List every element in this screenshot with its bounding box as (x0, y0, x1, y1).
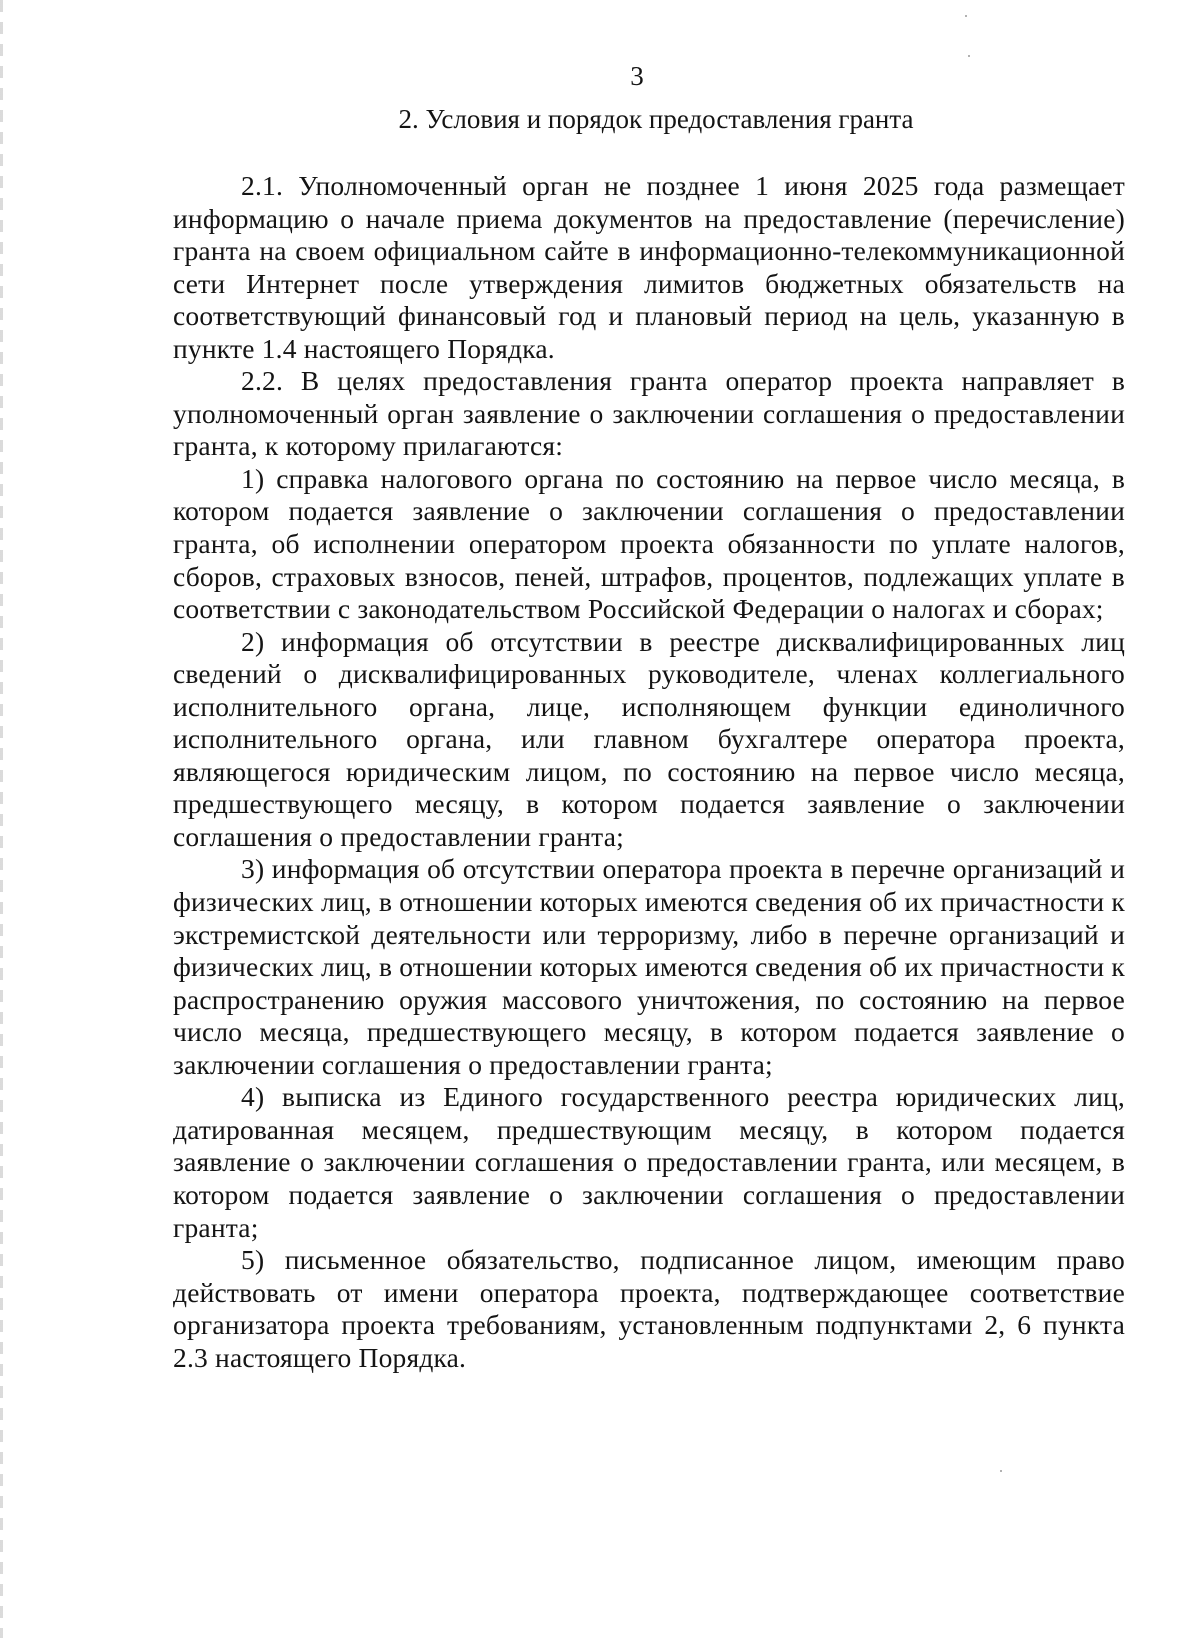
list-item-1: 1) справка налогового органа по состоянию на первое число месяца, в котором подается заявление о заключении соглашения о предоставлении гранта, об исполнении оператором проекта обязанности по уплате налогов, сборов, страховых взносов, пеней, штрафов, процентов, подлежащих уплате в соответствии с законодательством Российской Федерации о налогах и сборах; (173, 462, 1125, 625)
paragraph-2-2: 2.2. В целях предоставления гранта оператор проекта направляет в уполномоченный орган заявление о заключении соглашения о предоставлении гранта, к которому прилагаются: (173, 365, 1125, 462)
scan-speck (1000, 1470, 1002, 1472)
list-item-3: 3) информация об отсутствии оператора проекта в перечне организаций и физических лиц, в отношении которых имеются сведения об их причастности к экстремистской деятельности или терроризму, либо в перечне организаций и физических лиц, в отношении которых имеются сведения об их причастности к распространению оружия массового уничтожения, по состоянию на первое число месяца, предшествующего месяцу, в котором подается заявление о заключении соглашения о предоставлении гранта; (173, 853, 1125, 1080)
page-number: 3 (630, 61, 644, 91)
section-title: 2. Условия и порядок предоставления гранта (398, 104, 914, 134)
scan-speck (965, 15, 967, 17)
document-body (173, 170, 1125, 1374)
list-item-2: 2) информация об отсутствии в реестре дисквалифицированных лиц сведений о дисквалифицированных руководителе, членах коллегиального исполнительного органа, лице, исполняющем функции единоличного исполнительного органа, или главном бухгалтере оператора проекта, являющегося юридическим лицом, по состоянию на первое число месяца, предшествующего месяцу, в котором подается заявление о заключении соглашения о предоставлении гранта; (173, 625, 1125, 852)
paragraph-2-1: 2.1. Уполномоченный орган не позднее 1 июня 2025 года размещает информацию о начале приема документов на предоставление (перечисление) гранта на своем официальном сайте в информационно-телекоммуникационной сети Интернет после утверждения лимитов бюджетных обязательств на соответствующий финансовый год и плановый период на цель, указанную в пункте 1.4 настоящего Порядка. (173, 170, 1125, 364)
list-item-5: 5) письменное обязательство, подписанное лицом, имеющим право действовать от имени оператора проекта, подтверждающее соответствие организатора проекта требованиям, установленным подпунктами 2, 6 пункта 2.3 настоящего Порядка. (173, 1244, 1125, 1373)
scan-speck (968, 55, 970, 57)
list-item-4: 4) выписка из Единого государственного реестра юридических лиц, датированная месяцем, предшествующим месяцу, в котором подается заявление о заключении соглашения о предоставлении гранта, или месяцем, в котором подается заявление о заключении соглашения о предоставлении гранта; (173, 1081, 1125, 1243)
scan-edge-mark (0, 0, 3, 1638)
